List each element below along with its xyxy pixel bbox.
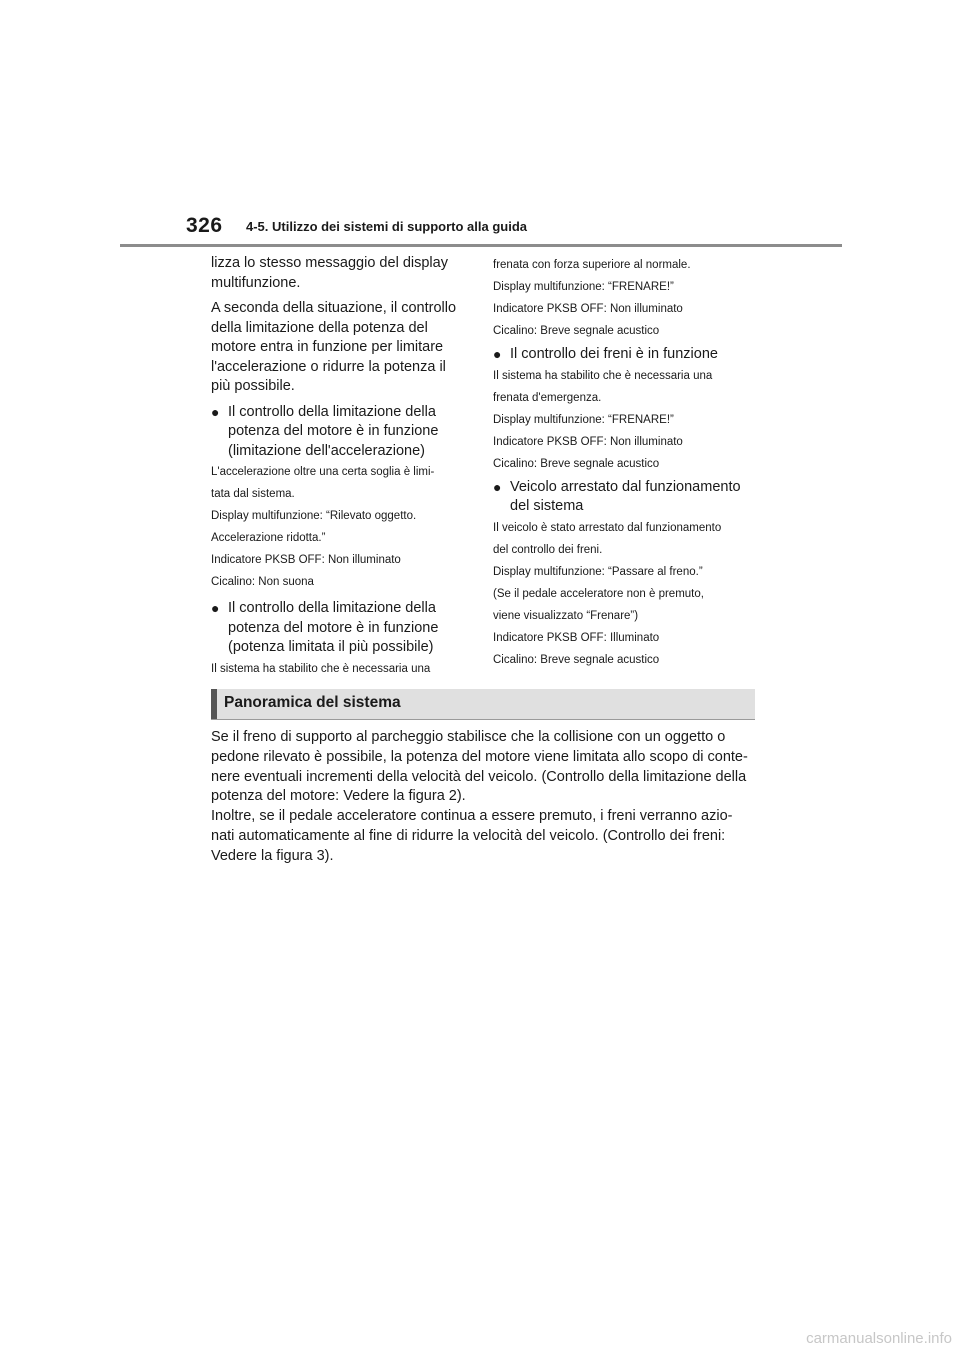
section-heading: Panoramica del sistema	[224, 694, 401, 711]
detail-line: (Se il pedale acceleratore non è premuto,	[493, 587, 704, 600]
heading-accent-bar	[211, 689, 217, 719]
text-line: multifunzione.	[211, 274, 301, 291]
detail-line: viene visualizzato “Frenare”)	[493, 609, 639, 622]
detail-line: Cicalino: Non suona	[211, 576, 314, 588]
text-line: Il controllo dei freni è in funzione	[510, 346, 718, 362]
text-line: Veicolo arrestato dal funzionamento	[510, 478, 741, 495]
paragraph	[211, 254, 469, 293]
detail-line: Cicalino: Breve segnale acustico	[493, 653, 660, 666]
text-line: l'accelerazione o ridurre la potenza il	[211, 358, 446, 375]
detail-line: Il sistema ha stabilito che è necessaria una	[211, 662, 431, 675]
text-line: Vedere la figura 3).	[211, 847, 334, 864]
text-line: (limitazione dell'accelerazione)	[228, 442, 425, 459]
text-line: nati automaticamente al fine di ridurre la velocità del veicolo. (Controllo dei freni:	[211, 827, 726, 844]
text-line: lizza lo stesso messaggio del display	[211, 255, 448, 271]
section-heading-banner	[211, 689, 755, 720]
section-title: 4-5. Utilizzo dei sistemi di supporto alla guida	[246, 219, 527, 234]
detail-line: Indicatore PKSB OFF: Non illuminato	[493, 435, 683, 448]
watermark-logo[interactable]: carmanualsonline.info	[806, 1330, 952, 1347]
detail-line: Cicalino: Breve segnale acustico	[493, 457, 660, 470]
text-line: motore entra in funzione per limitare	[211, 339, 444, 355]
page-number: 326	[186, 214, 223, 237]
paragraph	[211, 728, 757, 867]
detail-line: Display multifunzione: “Rilevato oggetto.	[211, 510, 417, 522]
text-line: A seconda della situazione, il controllo	[211, 300, 457, 316]
detail-line: tata dal sistema.	[211, 488, 295, 500]
bullet-item	[493, 478, 755, 517]
text-line: Il controllo della limitazione della	[228, 403, 436, 420]
page-header	[0, 0, 960, 250]
text-line: Se il freno di supporto al parcheggio stabilisce che la collisione con un oggetto o	[211, 729, 726, 745]
detail-line: Accelerazione ridotta.”	[211, 532, 326, 544]
detail-line: Il veicolo è stato arrestato dal funzionamento	[493, 521, 722, 534]
bullet-dot-icon: ●	[211, 600, 220, 616]
bullet-item	[211, 599, 469, 658]
right-column	[493, 254, 755, 671]
detail-line: Indicatore PKSB OFF: Non illuminato	[493, 303, 683, 315]
text-line: del sistema	[510, 498, 584, 514]
text-line: pedone rilevato è possibile, la potenza del motore viene limitata allo scopo di conte-	[211, 748, 748, 765]
text-line: potenza del motore: Vedere la figura 2).	[211, 788, 466, 805]
detail-line: frenata con forza superiore al normale.	[493, 259, 691, 271]
text-line: nere eventuali incrementi della velocità del veicolo. (Controllo della limitazione della	[211, 768, 747, 785]
text-line: potenza del motore è in funzione	[228, 423, 439, 439]
header-divider	[120, 244, 842, 247]
left-column	[211, 254, 469, 680]
detail-line: L'accelerazione oltre una certa soglia è limi-	[211, 466, 435, 478]
text-line: Il controllo della limitazione della	[228, 600, 436, 616]
detail-line: frenata d'emergenza.	[493, 391, 602, 404]
text-line: più possibile.	[211, 378, 295, 394]
text-line: Inoltre, se il pedale acceleratore continua a essere premuto, i freni verranno azio-	[211, 808, 733, 825]
detail-line: Indicatore PKSB OFF: Illuminato	[493, 631, 660, 644]
detail-line: Display multifunzione: “FRENARE!”	[493, 281, 674, 293]
bullet-dot-icon: ●	[493, 346, 502, 362]
bullet-dot-icon: ●	[493, 478, 502, 495]
overview-text	[211, 728, 757, 867]
bullet-item	[493, 345, 755, 365]
detail-line: Display multifunzione: “FRENARE!”	[493, 413, 674, 426]
detail-line: Il sistema ha stabilito che è necessaria una	[493, 369, 713, 382]
text-line: potenza del motore è in funzione	[228, 619, 439, 636]
bullet-dot-icon: ●	[211, 403, 220, 420]
paragraph	[211, 299, 469, 397]
detail-line: Cicalino: Breve segnale acustico	[493, 325, 660, 337]
bullet-item	[211, 403, 469, 462]
text-line: (potenza limitata il più possibile)	[228, 639, 434, 655]
detail-line: del controllo dei freni.	[493, 543, 603, 556]
detail-line: Display multifunzione: “Passare al freno.”	[493, 565, 703, 578]
detail-line: Indicatore PKSB OFF: Non illuminato	[211, 554, 401, 566]
text-line: della limitazione della potenza del	[211, 319, 428, 336]
